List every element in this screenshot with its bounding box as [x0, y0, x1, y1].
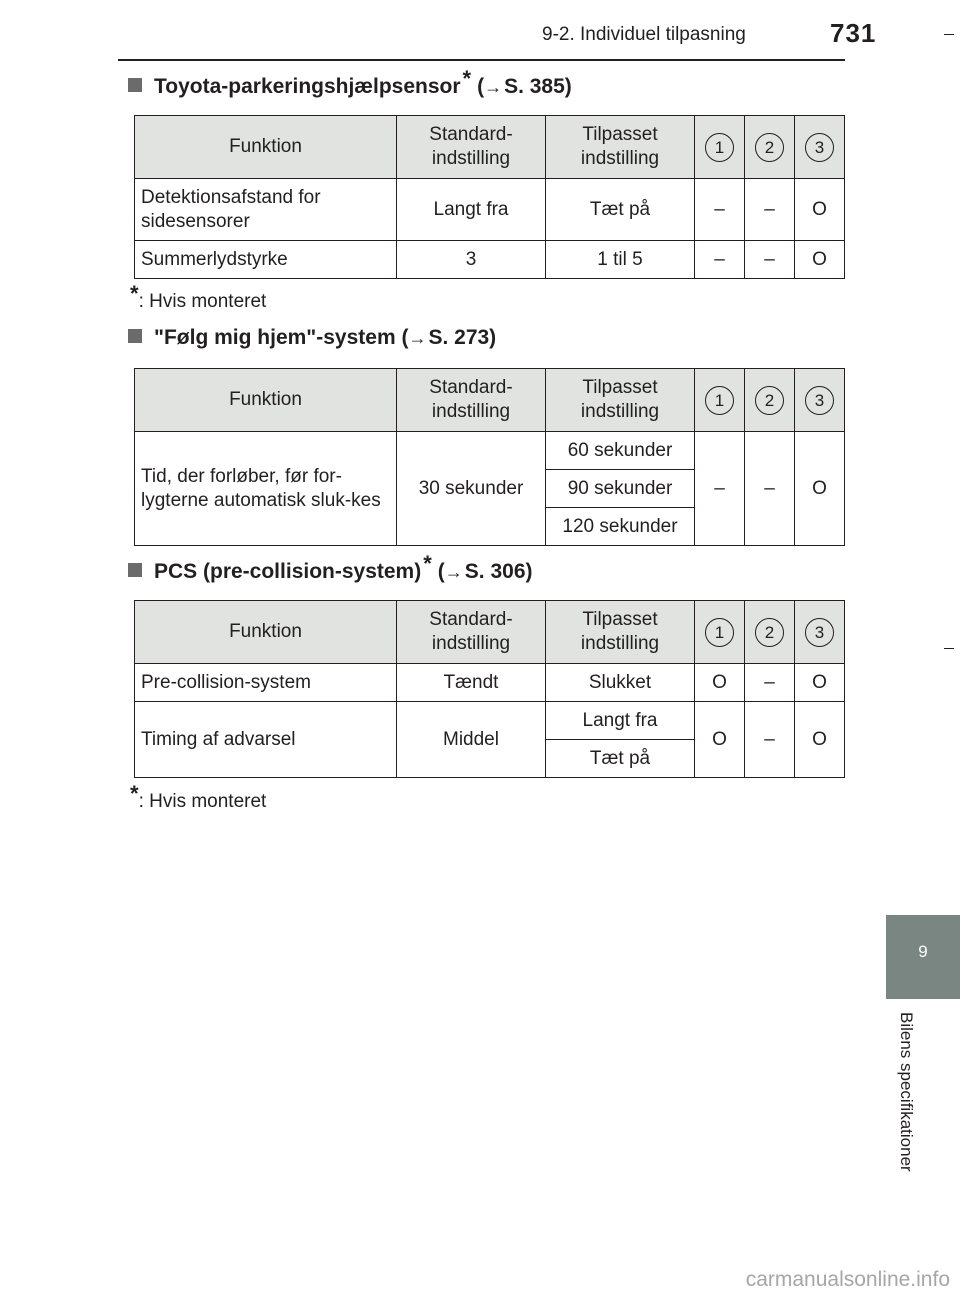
table-row: Tid, der forløber, før for-lygterne automatisk sluk-kes 30 sekunder 60 sekunder – – O [135, 432, 845, 470]
table-row: Detektionsafstand for sidesensorer Langt fra Tæt på – – O [135, 179, 845, 241]
section-title-pcs: PCS (pre-collision-system)* (→S. 306) [128, 558, 533, 584]
table-header-row [135, 116, 845, 179]
table-header-row [135, 601, 845, 664]
square-bullet-icon [128, 563, 142, 577]
chapter-tab[interactable]: 9 [886, 915, 960, 999]
col-funktion: Funktion [135, 369, 397, 432]
circle-3-icon: 3 [805, 133, 834, 162]
col-funktion: Funktion [135, 116, 397, 179]
arrow-right-icon: → [444, 562, 463, 582]
table-row: 120 sekunder [135, 508, 845, 546]
col-circle-1 [695, 369, 745, 432]
header-divider [118, 59, 845, 61]
col-circle-2 [745, 369, 795, 432]
circle-1-icon: 1 [705, 618, 734, 647]
watermark-text: carmanualsonline.info [745, 1268, 950, 1291]
crop-mark-mid-right [944, 648, 954, 649]
table-row: 90 sekunder [135, 470, 845, 508]
col-circle-2 [745, 116, 795, 179]
table-parking-sensor [134, 115, 845, 279]
section-title-parking-sensor: Toyota-parkeringshjælpsensor* (→S. 385) [128, 73, 572, 99]
table-header-row [135, 369, 845, 432]
col-circle-3 [795, 601, 845, 664]
col-tilpasset: Tilpasset indstilling [546, 369, 695, 432]
col-circle-1 [695, 116, 745, 179]
circle-1-icon: 1 [705, 386, 734, 415]
circle-3-icon: 3 [805, 386, 834, 415]
col-standard: Standard- indstilling [397, 116, 546, 179]
circle-1-icon: 1 [705, 133, 734, 162]
col-standard: Standard- indstilling [397, 369, 546, 432]
table-row: Timing af advarsel Middel Langt fra O – O [135, 702, 845, 740]
circle-2-icon: 2 [755, 133, 784, 162]
table-row: Pre-collision-system Tændt Slukket O – O [135, 664, 845, 702]
col-standard: Standard- indstilling [397, 601, 546, 664]
section-title-follow-me-home: "Følg mig hjem"-system (→S. 273) [128, 326, 496, 350]
col-funktion: Funktion [135, 601, 397, 664]
col-tilpasset: Tilpasset indstilling [546, 116, 695, 179]
circle-2-icon: 2 [755, 386, 784, 415]
arrow-right-icon: → [484, 77, 503, 97]
circle-2-icon: 2 [755, 618, 784, 647]
footnote-section1: *: Hvis monteret [130, 281, 267, 312]
table-row: Summerlydstyrke 3 1 til 5 – – O [135, 241, 845, 279]
col-circle-3 [795, 116, 845, 179]
table-pcs [134, 600, 845, 778]
col-tilpasset: Tilpasset indstilling [546, 601, 695, 664]
footnote-section3: *: Hvis monteret [130, 781, 267, 812]
crop-mark-top-right [944, 34, 954, 35]
chapter-title-vertical: Bilens specifikationer [897, 1012, 916, 1172]
col-circle-1 [695, 601, 745, 664]
col-circle-2 [745, 601, 795, 664]
col-circle-3 [795, 369, 845, 432]
circle-3-icon: 3 [805, 618, 834, 647]
square-bullet-icon [128, 78, 142, 92]
table-follow-me-home [134, 368, 845, 546]
arrow-right-icon: → [408, 328, 427, 348]
header-section-title: 9-2. Individuel tilpasning [542, 24, 746, 45]
table-row: Tæt på [135, 740, 845, 778]
square-bullet-icon [128, 329, 142, 343]
page-number: 731 [830, 18, 877, 48]
